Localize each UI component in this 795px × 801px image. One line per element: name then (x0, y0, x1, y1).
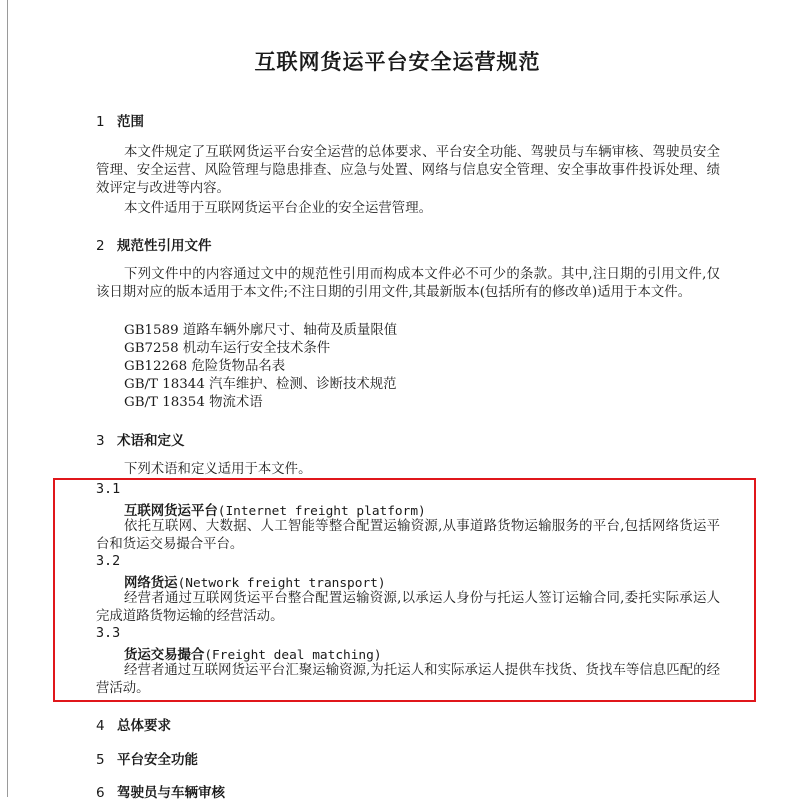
section-number: 3 (96, 433, 105, 449)
normative-intro-paragraph: 下列文件中的内容通过文中的规范性引用而构成本文件必不可少的条款。其中,注日期的引用文件,仅该日期对应的版本适用于本文件;不注日期的引用文件,其最新版本(包括所有的修改单)适用于本文件。 (96, 267, 720, 300)
document-title: 互联网货运平台安全运营规范 (254, 50, 541, 74)
normative-reference-item: GB7258 机动车运行安全技术条件 (124, 341, 331, 356)
term-number: 3.1 (96, 482, 121, 497)
section-title: 驾驶员与车辆审核 (117, 785, 225, 801)
section-number: 1 (96, 114, 105, 130)
term-number: 3.3 (96, 626, 121, 641)
term-definition: 经营者通过互联网货运平台整合配置运输资源,以承运人身份与托运人签订运输合同,委托实际承运人完成道路货物运输的经营活动。 (96, 591, 720, 624)
section-heading-4 (96, 714, 171, 734)
section-title: 范围 (117, 114, 144, 130)
normative-reference-item: GB12268 危险货物品名表 (124, 359, 286, 374)
section-number: 6 (96, 785, 105, 801)
term-name-en: (Freight deal matching) (204, 648, 382, 663)
normative-reference-item: GB/T 18344 汽车维护、检测、诊断技术规范 (124, 377, 397, 392)
term-name-cn: 互联网货运平台 (124, 504, 218, 519)
section-title: 总体要求 (117, 718, 171, 734)
section-title: 平台安全功能 (117, 752, 198, 768)
section-heading-3 (96, 429, 185, 449)
page-left-edge (7, 0, 8, 797)
term-name-cn: 货运交易撮合 (124, 648, 205, 663)
section-heading-2 (96, 234, 212, 254)
highlight-annotation-box (53, 478, 756, 702)
normative-reference-item: GB1589 道路车辆外廓尺寸、轴荷及质量限值 (124, 323, 398, 338)
scope-paragraph-2: 本文件适用于互联网货运平台企业的安全运营管理。 (124, 201, 432, 216)
term-name-en: (Internet freight platform) (217, 504, 426, 519)
normative-reference-item: GB/T 18354 物流术语 (124, 395, 263, 410)
section-number: 2 (96, 238, 105, 254)
term-definition: 经营者通过互联网货运平台汇聚运输资源,为托运人和实际承运人提供车找货、货找车等信息匹配的经营活动。 (96, 663, 720, 696)
section-heading-1 (96, 110, 144, 130)
term-name-en: (Network freight transport) (177, 576, 386, 591)
section-heading-5 (96, 748, 198, 768)
section-number: 5 (96, 752, 105, 768)
section-number: 4 (96, 718, 105, 734)
section-title: 规范性引用文件 (117, 238, 212, 254)
term-name-cn: 网络货运 (124, 576, 178, 591)
section-title: 术语和定义 (117, 433, 185, 449)
term-number: 3.2 (96, 554, 121, 569)
section-heading-6 (96, 781, 225, 801)
term-definition: 依托互联网、大数据、人工智能等整合配置运输资源,从事道路货物运输服务的平台,包括网络货运平台和货运交易撮合平台。 (96, 519, 720, 552)
scope-paragraph-1: 本文件规定了互联网货运平台安全运营的总体要求、平台安全功能、驾驶员与车辆审核、驾驶员安全管理、安全运营、风险管理与隐患排查、应急与处置、网络与信息安全管理、安全事故事件投诉处理、绩效评定与改进等内容。 (96, 145, 720, 196)
terms-intro-paragraph: 下列术语和定义适用于本文件。 (124, 462, 312, 477)
